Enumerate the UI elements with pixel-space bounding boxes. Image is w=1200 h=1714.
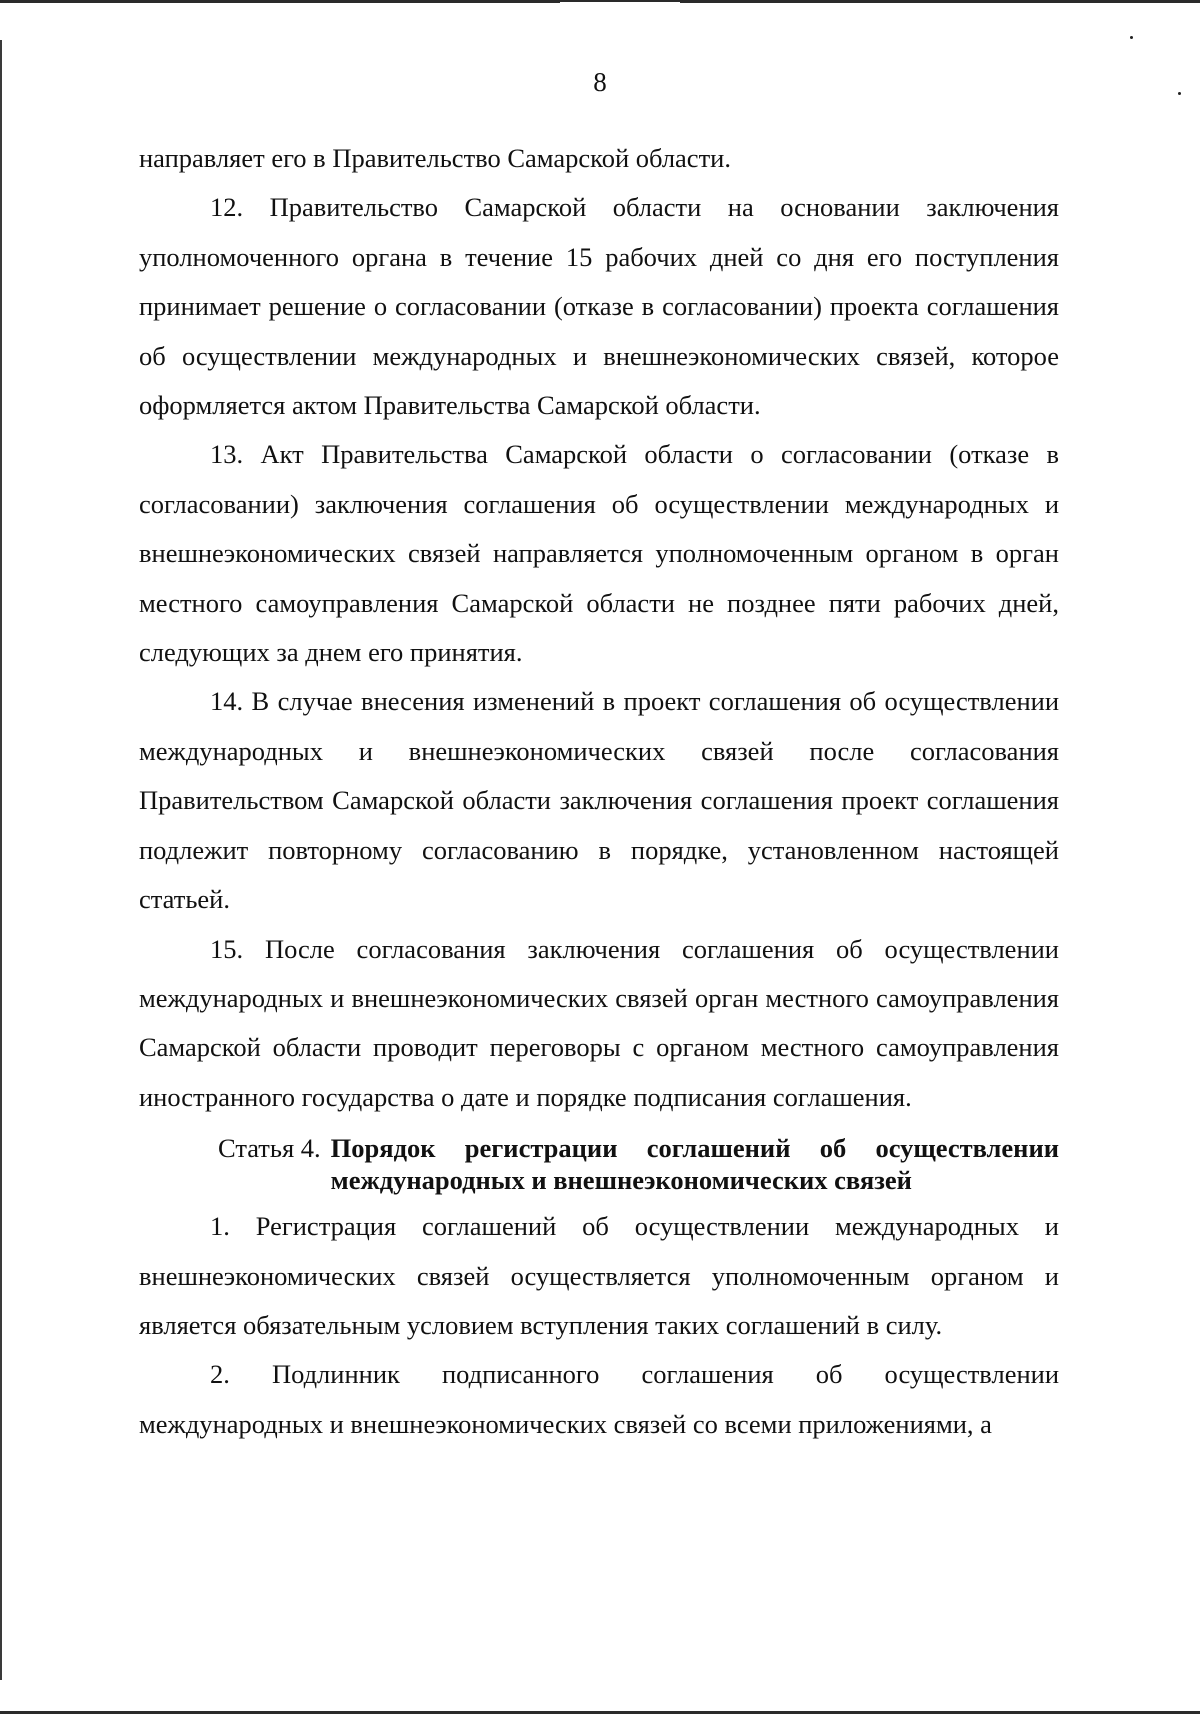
paragraph: 2. Подлинник подписанного соглашения об осуществлении международных и внешнеэкономических связей со всеми приложениями, а [139, 1359, 1059, 1439]
paragraph: направляет его в Правительство Самарской области. [139, 143, 731, 173]
paragraph: 15. После согласования заключения соглашения об осуществлении международных и внешнеэкономических связей орган местного самоуправления Самарской области проводит переговоры с органом местного самоуправления иностранного государства о дате и порядке подписания соглашения. [139, 933, 1059, 1112]
article-label: Статья 4. [218, 1133, 321, 1164]
article-heading [139, 1122, 1059, 1202]
document-body [139, 134, 1059, 1449]
paragraphs-after [139, 1202, 1059, 1449]
article-title: Порядок регистрации соглашений об осуществлении международных и внешнеэкономических связей [330, 1133, 1059, 1196]
paragraph: 14. В случае внесения изменений в проект соглашения об осуществлении международных и внешнеэкономических связей после согласования Правительством Самарской области заключения соглашения проект соглашения подлежит повторному согласованию в порядке, установленном настоящей статьей. [139, 686, 1059, 915]
paragraphs-before [139, 134, 1059, 1122]
scan-gap [560, 2, 680, 4]
scan-edge-left [0, 40, 2, 1680]
paragraph: 1. Регистрация соглашений об осуществлении международных и внешнеэкономических связей осуществляется уполномоченным органом и является обязательным условием вступления таких соглашений в силу. [139, 1211, 1059, 1340]
page-number: 8 [593, 67, 607, 97]
paragraph: 12. Правительство Самарской области на основании заключения уполномоченного органа в течение 15 рабочих дней со дня его поступления принимает решение о согласовании (отказе в согласовании) проекта соглашения об осуществлении международных и внешнеэкономических связей, которое оформляется актом Правительства Самарской области. [139, 192, 1059, 421]
scan-speck [1130, 36, 1133, 39]
paragraph: 13. Акт Правительства Самарской области о согласовании (отказе в согласовании) заключения соглашения об осуществлении международных и внешнеэкономических связей направляется уполномоченным органом в орган местного самоуправления Самарской области не позднее пяти рабочих дней, следующих за днем его принятия. [139, 439, 1059, 668]
